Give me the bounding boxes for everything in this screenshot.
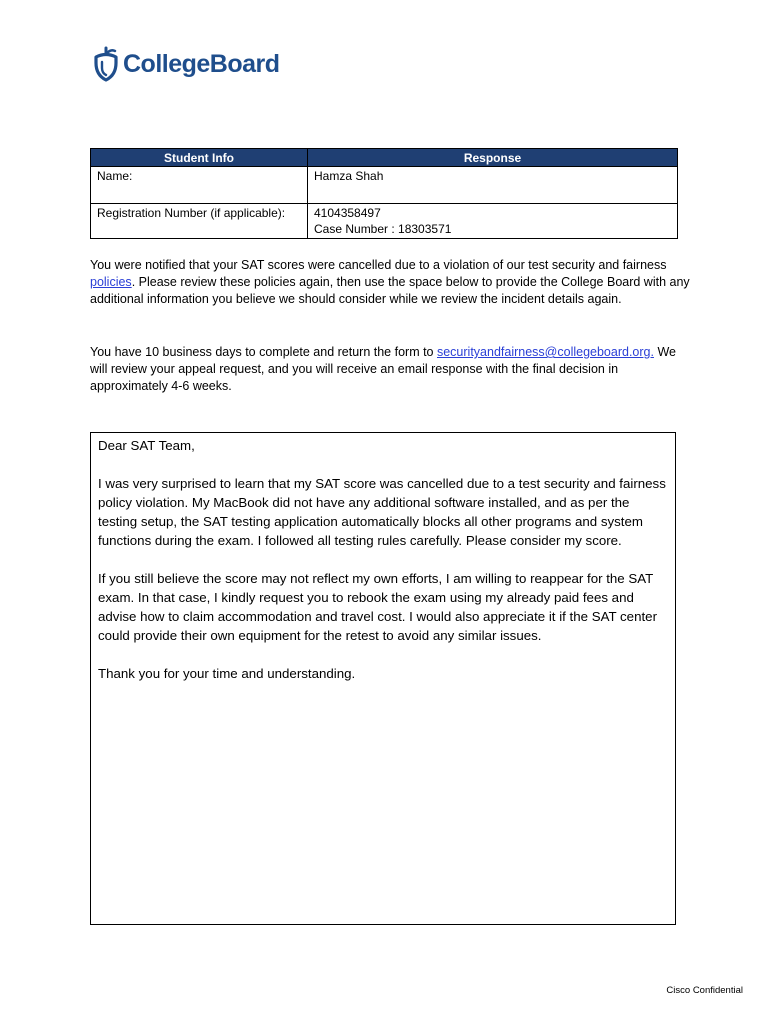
email-link[interactable]: securityandfairness@collegeboard.org. — [436, 345, 654, 359]
table-header-row — [91, 149, 678, 167]
deadline-text-start: You have 10 business days to complete and return the form to — [90, 345, 437, 359]
letter-paragraph-1: I was very surprised to learn that my SAT score was cancelled due to a test security and fairness policy violation. My MacBook did not have any additional software installed, and as per the testing setup, the SAT testing application automatically blocks all other programs and system functions during the exam. I followed all testing rules carefully. Please consider my score. — [98, 476, 666, 548]
header-student-info: Student Info — [91, 149, 308, 167]
policies-link[interactable]: policies — [90, 275, 132, 289]
deadline-text-end: We will review your appeal request, and you will receive an email response with the final decision in approximately 4-6 weeks. — [90, 345, 676, 393]
letter-greeting: Dear SAT Team, — [98, 438, 195, 453]
intro-paragraph — [90, 257, 690, 308]
table-row — [91, 204, 678, 239]
student-info-table — [90, 148, 678, 239]
header-response: Response — [308, 149, 678, 167]
table-row — [91, 167, 678, 204]
acorn-logo-icon — [93, 46, 119, 82]
registration-label: Registration Number (if applicable): — [91, 204, 308, 239]
registration-value — [308, 204, 678, 239]
intro-text-start: You were notified that your SAT scores were cancelled due to a violation of our test security and fairness — [90, 258, 667, 272]
logo-wordmark: CollegeBoard — [123, 49, 280, 78]
letter-closing: Thank you for your time and understanding. — [98, 666, 356, 681]
confidential-footer: Cisco Confidential — [666, 985, 743, 996]
letter-paragraph-2: If you still believe the score may not reflect my own efforts, I am willing to reappear for the SAT exam. In that case, I kindly request you to rebook the exam using my already paid fees and advise how to claim accommodation and travel cost. I would also appreciate it if the SAT center could provide their own equipment for the retest to avoid any similar issues. — [98, 571, 657, 643]
case-number: Case Number : 18303571 — [314, 222, 452, 236]
appeal-letter-box[interactable] — [90, 432, 676, 925]
name-value — [308, 167, 678, 204]
deadline-paragraph — [90, 344, 690, 395]
intro-text-end: . Please review these policies again, then use the space below to provide the College Board with any additional information you believe we should consider while we review the incident details again. — [90, 275, 690, 306]
registration-number: 4104358497 — [314, 206, 381, 220]
collegeboard-logo — [93, 46, 280, 82]
name-label: Name: — [91, 167, 308, 204]
name-value-text: Hamza Shah — [314, 169, 384, 183]
